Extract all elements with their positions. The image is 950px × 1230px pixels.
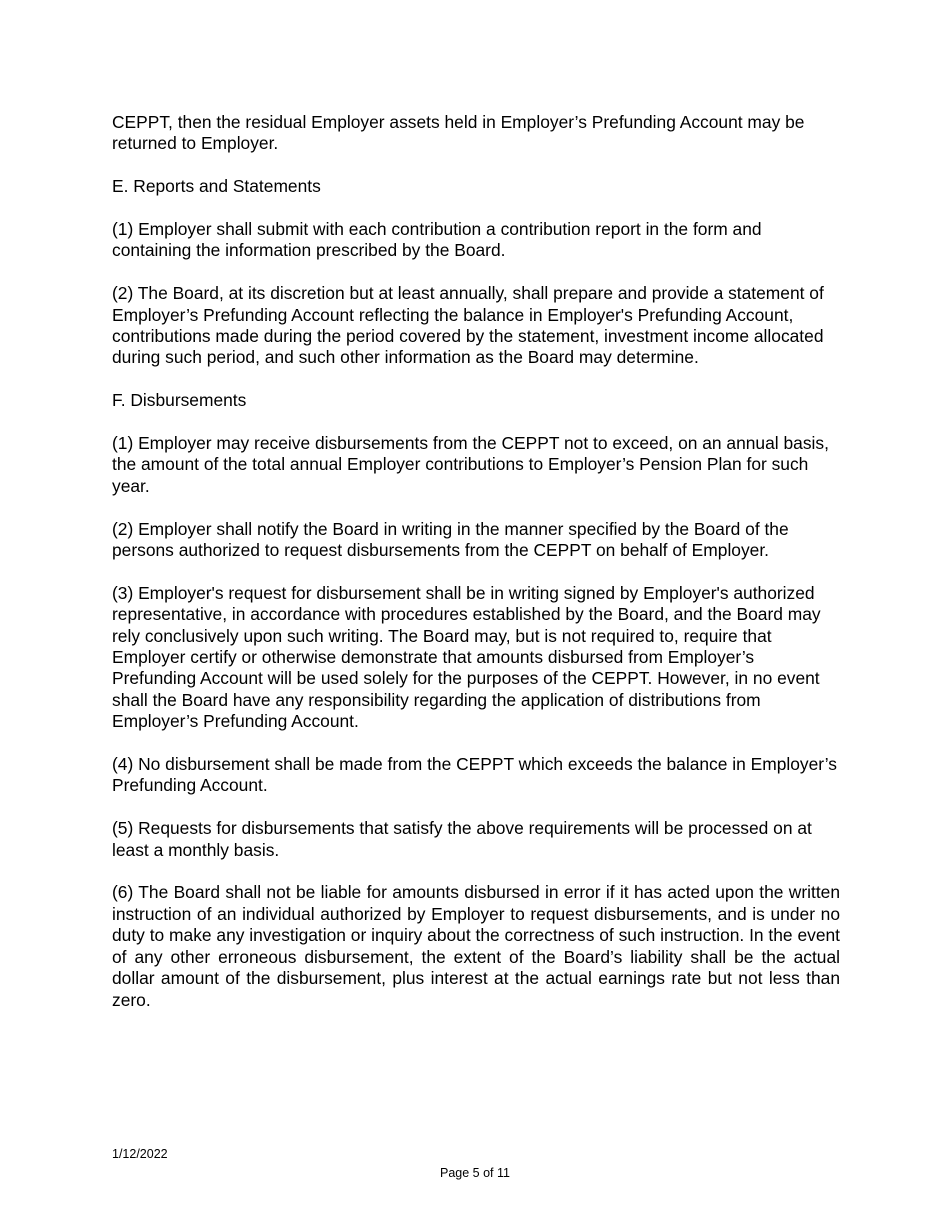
paragraph-disbursements-2: (2) Employer shall notify the Board in writing in the manner specified by the Board of the persons authorized to request disbursements from the CEPPT on behalf of Employer. [112, 518, 789, 561]
paragraph-disbursements-4: (4) No disbursement shall be made from the CEPPT which exceeds the balance in Employer’s Prefunding Account. [112, 754, 837, 796]
paragraph-reports-1: (1) Employer shall submit with each contribution a contribution report in the form and containing the information prescribed by the Board. [112, 219, 762, 261]
paragraph-reports-2: (2) The Board, at its discretion but at least annually, shall prepare and provide a statement of Employer’s Prefunding Account reflecting the balance in Employer's Prefunding Account, contributions made during the period covered by the statement, investment income allocated during such period, and such other information as the Board may determine. [112, 283, 824, 368]
page-number: Page 5 of 11 [440, 1166, 510, 1180]
paragraph-disbursements-5: (5) Requests for disbursements that satisfy the above requirements will be processed on at least a monthly basis. [112, 818, 812, 860]
paragraph-disbursements-1: (1) Employer may receive disbursements from the CEPPT not to exceed, on an annual basis, the amount of the total annual Employer contributions to Employer’s Pension Plan for such year. [112, 433, 829, 496]
section-heading-reports: E. Reports and Statements [112, 176, 321, 197]
paragraph-disbursements-6: (6) The Board shall not be liable for amounts disbursed in error if it has acted upon the written instruction of an individual authorized by Employer to request disbursements, and is under no duty to make any investigation or inquiry about the correctness of such instruction. In the event of any other erroneous disbursement, the extent of the Board’s liability shall be the actual dollar amount of the disbursement, plus interest at the actual earnings rate but not less than zero. [112, 882, 840, 1010]
document-body [112, 112, 840, 1032]
paragraph-residual-assets: CEPPT, then the residual Employer assets held in Employer’s Prefunding Account may be returned to Employer. [112, 112, 805, 154]
footer-date: 1/12/2022 [112, 1147, 168, 1161]
section-heading-disbursements: F. Disbursements [112, 390, 247, 411]
paragraph-disbursements-3: (3) Employer's request for disbursement shall be in writing signed by Employer's authorized representative, in accordance with procedures established by the Board, and the Board may rely conclusively upon such writing. The Board may, but is not required to, require that Employer certify or otherwise demonstrate that amounts disbursed from Employer’s Prefunding Account will be used solely for the purposes of the CEPPT. However, in no event shall the Board have any responsibility regarding the application of distributions from Employer’s Prefunding Account. [112, 582, 821, 732]
